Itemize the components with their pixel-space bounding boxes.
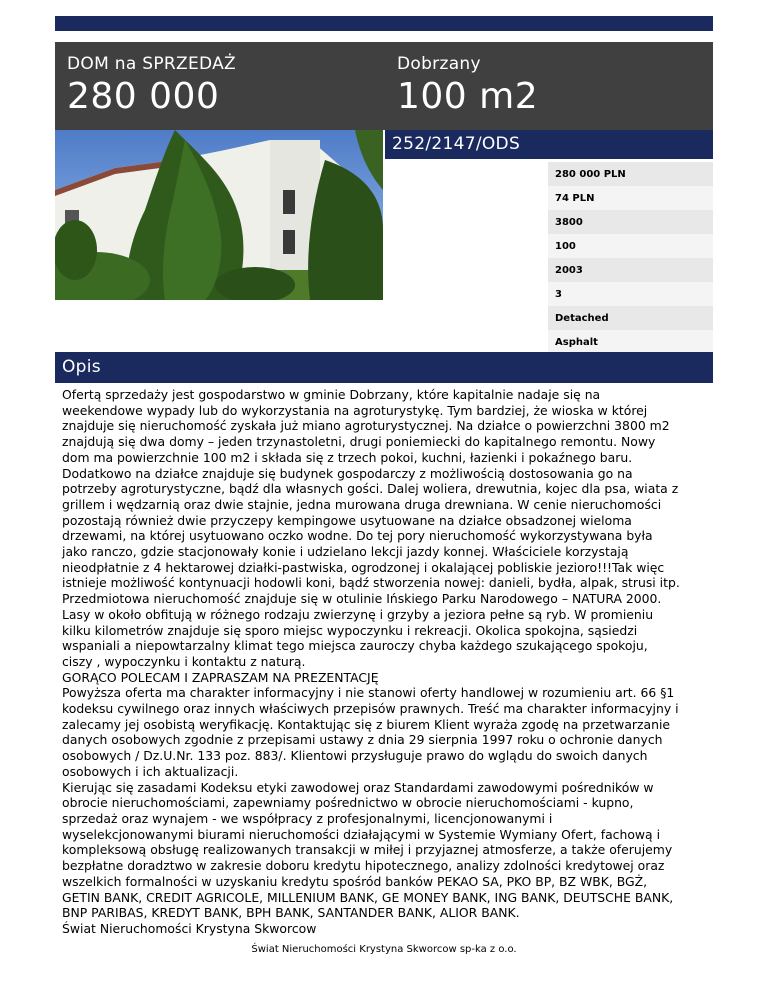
description-heading-bar (55, 352, 713, 383)
description-line: kodeksu cywilnego oraz innych właściwych przepisów prawnych. Treść ma charakter informacyjny i (62, 701, 679, 717)
description-line: grillem i wędzarnią oraz dwie stajnie, jedna murowana druga drewniana. W cenie nieruchomości (62, 496, 662, 512)
description-line: zalecamy jej osobistą weryfikację. Kontaktując się z biurem Klient wyraża zgodę na przetwarzanie (62, 716, 671, 732)
listing-area: 100 m2 (397, 76, 539, 117)
listing-header (55, 42, 713, 130)
description-line: dom ma powierzchnie 100 m2 i składa się z trzech pokoi, kuchni, łazienki i pokaźnego baru. (62, 449, 633, 465)
param-building-type: Detached (548, 306, 713, 330)
param-price: 280 000 PLN (548, 162, 713, 186)
house-photo-icon (55, 130, 383, 300)
reference-number: 252/2147/ODS (392, 134, 521, 154)
reference-number-bar (385, 130, 713, 159)
footer-company: Świat Nieruchomości Krystyna Skworcow sp-ka z o.o. (251, 944, 517, 955)
description-line: Ofertą sprzedaży jest gospodarstwo w gminie Dobrzany, które kapitalnie nadaje się na (62, 387, 601, 402)
description-line: osobowych i ich aktualizacji. (62, 763, 239, 779)
description-line: jako ranczo, gdzie stacjonowały konie i udzielano lekcji jazdy konnej. Właściciele korzystają (62, 544, 629, 560)
description-line: GORĄCO POLECAM I ZAPRASZAM NA PREZENTACJĘ (62, 669, 379, 685)
listing-type-price (67, 42, 377, 130)
description-text (62, 387, 710, 937)
property-photo (55, 130, 383, 300)
description-line: kompleksową obsługę realizowanych transakcji w miłej i przyjaznej atmosferze, a także oferujemy (62, 842, 673, 858)
description-line: sprzedaż oraz wynajem - we współpracy z profesjonalnymi, licencjonowanymi i (62, 810, 553, 826)
listing-location: Dobrzany (397, 54, 481, 74)
description-line: osobowych / Dz.U.Nr. 133 poz. 883/. Klientowi przysługuje prawo do wglądu do swoich danych (62, 748, 648, 764)
description-line: weekendowe wypady lub do wykorzystania na agroturystykę. Tym bardziej, że wioska w której (62, 402, 648, 418)
param-access-road: Asphalt (548, 330, 713, 354)
description-line: ciszy , wypoczynku i kontaktu z naturą. (62, 653, 306, 669)
description-line: Powyższa oferta ma charakter informacyjny i nie stanowi oferty handlowej w rozumieniu art. 66 §1 (62, 685, 675, 701)
param-price-per-m2: 74 PLN (548, 186, 713, 210)
param-rooms: 3 (548, 282, 713, 306)
description-line: Lasy w około obfitują w różnego rodzaju zwierzynę i grzyby a jeziora pełne są ryb. W promieniu (62, 606, 654, 622)
description-line: istnieje możliwość kontynuacji hodowli koni, bądź stworzenia nowej: danieli, bydła, alpak, strusi itp. (62, 575, 680, 591)
top-accent-bar (55, 16, 713, 31)
description-line: Dodatkowo na działce znajduje się budynek gospodarczy z możliwością dostosowania go na (62, 465, 633, 481)
description-line: obrocie nieruchomościami, zapewniamy pośrednictwo w obrocie nieruchomościami - kupno, (62, 795, 634, 811)
parameters-table (548, 162, 713, 354)
param-plot-area: 3800 (548, 210, 713, 234)
description-line: BNP PARIBAS, KREDYT BANK, BPH BANK, SANTANDER BANK, ALIOR BANK. (62, 905, 520, 921)
param-living-area: 100 (548, 234, 713, 258)
param-year-built: 2003 (548, 258, 713, 282)
description-line: znajduje się nieruchomość zyskała już miano agroturystycznej. Na działce o powierzchni 3800 m2 (62, 418, 670, 434)
description-line: bezpłatne doradztwo w zakresie doboru kredytu hipotecznego, analizy zdolności kredytowej oraz (62, 858, 665, 874)
description-line: GETIN BANK, CREDIT AGRICOLE, MILLENIUM BANK, GE MONEY BANK, ING BANK, DEUTSCHE BANK, (62, 889, 674, 905)
description-line: kilku kilometrów znajduje się sporo miejsc wypoczynku i rekreacji. Okolica spokojna, sąsiedzi (62, 622, 638, 638)
description-line: nieodpłatnie z 4 hektarowej działki-pastwiska, ogrodzonej i okalającej pobliskie jezioro!!!Tak więc (62, 559, 665, 575)
description-line: Kierując się zasadami Kodeksu etyki zawodowej oraz Standardami zawodowymi pośredników w (62, 779, 654, 795)
description-line: danych osobowych zgodnie z przepisami ustawy z dnia 29 sierpnia 1997 roku o ochronie danych (62, 732, 663, 748)
description-line: Świat Nieruchomości Krystyna Skworcow (62, 920, 317, 936)
listing-price: 280 000 (67, 76, 220, 117)
description-line: pozostają również dwie przyczepy kempingowe usytuowane na działce obsadzonej wieloma (62, 512, 632, 528)
description-line: Przedmiotowa nieruchomość znajduje się w otulinie Ińskiego Parku Narodowego – NATURA 2000. (62, 591, 662, 607)
description-line: drzewami, na której usytuowano oczko wodne. Do tej pory nieruchomość wykorzystywana była (62, 528, 653, 544)
description-line: wszelkich formalności w uzyskaniu kredytu spośród banków PEKAO SA, PKO BP, BZ WBK, BGŻ, (62, 873, 648, 889)
listing-type-label: DOM na SPRZEDAŻ (67, 54, 236, 74)
description-line: potrzeby agroturystyczne, bądź dla własnych gości. Dalej woliera, drewutnia, kojec dla psa, wiata z (62, 481, 679, 497)
description-heading: Opis (62, 357, 101, 377)
listing-location-area (397, 42, 707, 130)
description-line: wspaniali a niepowtarzalny klimat tego miejsca zauroczy chyba każdego szukającego spokoju, (62, 638, 648, 654)
description-line: znajdują się dwa domy – jeden trzynastoletni, drugi poniemiecki do kapitalnego remontu. Nowy (62, 434, 656, 450)
description-line: wyselekcjonowanymi biurami nieruchomości działającymi w Systemie Wymiany Ofert, fachową i (62, 826, 661, 842)
